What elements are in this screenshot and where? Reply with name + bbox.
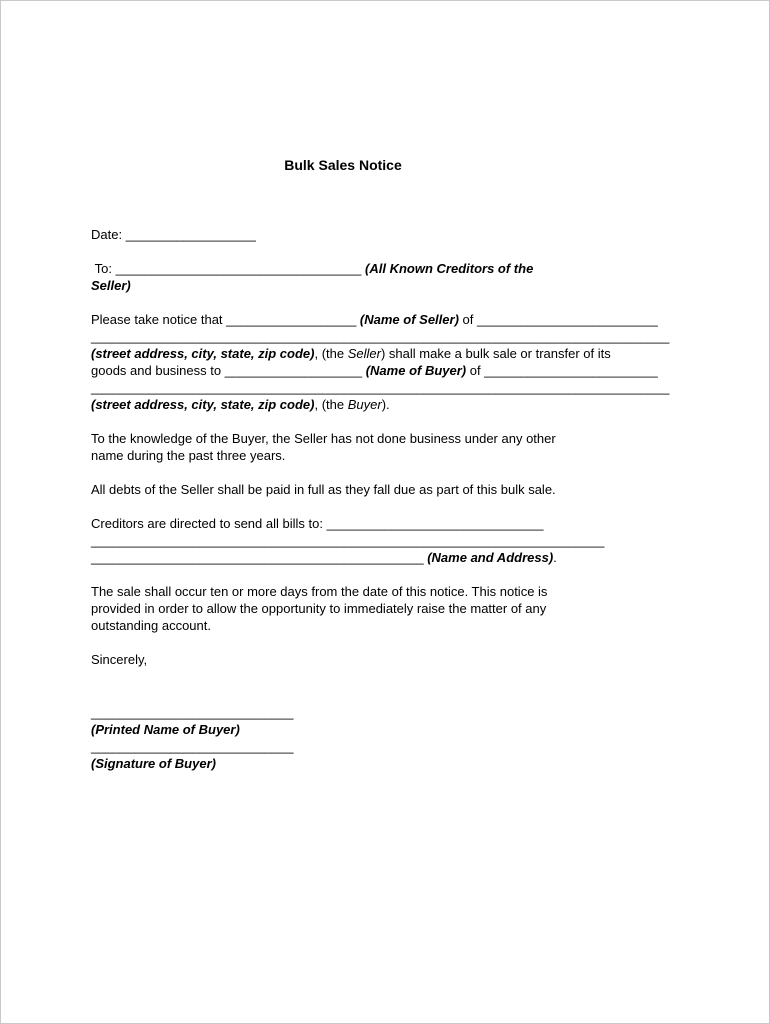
text-run: (street address, city, state, zip code) bbox=[91, 397, 315, 412]
text-run: Sincerely, bbox=[91, 652, 148, 667]
blank-field: ______________________________ bbox=[326, 516, 544, 531]
text-run: , (the bbox=[314, 397, 348, 412]
text-run: goods and business to bbox=[91, 363, 225, 378]
text-run: ) shall make a bulk sale or transfer of its bbox=[380, 346, 611, 361]
blank-field: ___________________ bbox=[224, 363, 363, 378]
blank-field: ________________________________________________________________________________ bbox=[91, 380, 670, 395]
text-run: ). bbox=[381, 397, 390, 412]
blank-field: _________________________ bbox=[476, 312, 658, 327]
blank-field: ______________________________________________ bbox=[91, 550, 424, 565]
text-run: outstanding account. bbox=[91, 618, 211, 633]
closing bbox=[91, 651, 681, 668]
text-run: To: bbox=[91, 261, 116, 276]
blank-field: __________________ bbox=[226, 312, 357, 327]
text-run: The sale shall occur ten or more days from the date of this notice. This notice is bbox=[91, 584, 548, 599]
creditors-clause bbox=[91, 515, 681, 566]
notice-body bbox=[91, 311, 681, 413]
text-run: All debts of the Seller shall be paid in full as they fall due as part of this bulk sale. bbox=[91, 482, 556, 497]
text-run: (Printed Name of Buyer) bbox=[91, 722, 240, 737]
text-run: of bbox=[458, 312, 477, 327]
knowledge-clause bbox=[91, 430, 681, 464]
text-run: Seller bbox=[347, 346, 381, 361]
text-run: Date: bbox=[91, 227, 126, 242]
text-run: (Name of Buyer) bbox=[365, 363, 467, 378]
document-title: Bulk Sales Notice bbox=[284, 157, 402, 173]
text-run: (Signature of Buyer) bbox=[91, 756, 216, 771]
text-run: Please take notice that bbox=[91, 312, 227, 327]
sale-clause bbox=[91, 583, 681, 634]
text-run: (street address, city, state, zip code) bbox=[91, 346, 315, 361]
text-run: Seller) bbox=[91, 278, 131, 293]
blank-field: ____________________________ bbox=[91, 739, 294, 754]
text-run: (Name of Seller) bbox=[359, 312, 459, 327]
text-run: (All Known Creditors of the bbox=[365, 261, 534, 276]
text-run: To the knowledge of the Buyer, the Seller has not done business under any other bbox=[91, 431, 556, 446]
text-run: . bbox=[553, 550, 557, 565]
text-run: Buyer bbox=[347, 397, 382, 412]
text-run: of bbox=[466, 363, 485, 378]
document-body bbox=[91, 226, 681, 772]
signature-block bbox=[91, 704, 681, 772]
blank-field: __________________ bbox=[125, 227, 256, 242]
blank-field: ____________________________ bbox=[91, 705, 294, 720]
blank-field: _______________________________________________________________________ bbox=[91, 533, 605, 548]
blank-field: __________________________________ bbox=[115, 261, 362, 276]
text-run: Creditors are directed to send all bills to: bbox=[91, 516, 327, 531]
blank-field: ________________________ bbox=[484, 363, 658, 378]
text-run: (Name and Address) bbox=[427, 550, 554, 565]
text-run: provided in order to allow the opportunity to immediately raise the matter of any bbox=[91, 601, 547, 616]
date-line bbox=[91, 226, 681, 243]
text-run: , (the bbox=[314, 346, 348, 361]
text-run: name during the past three years. bbox=[91, 448, 286, 463]
addressee-line bbox=[91, 260, 681, 294]
blank-field: ________________________________________________________________________________ bbox=[91, 329, 670, 344]
debts-clause bbox=[91, 481, 681, 498]
